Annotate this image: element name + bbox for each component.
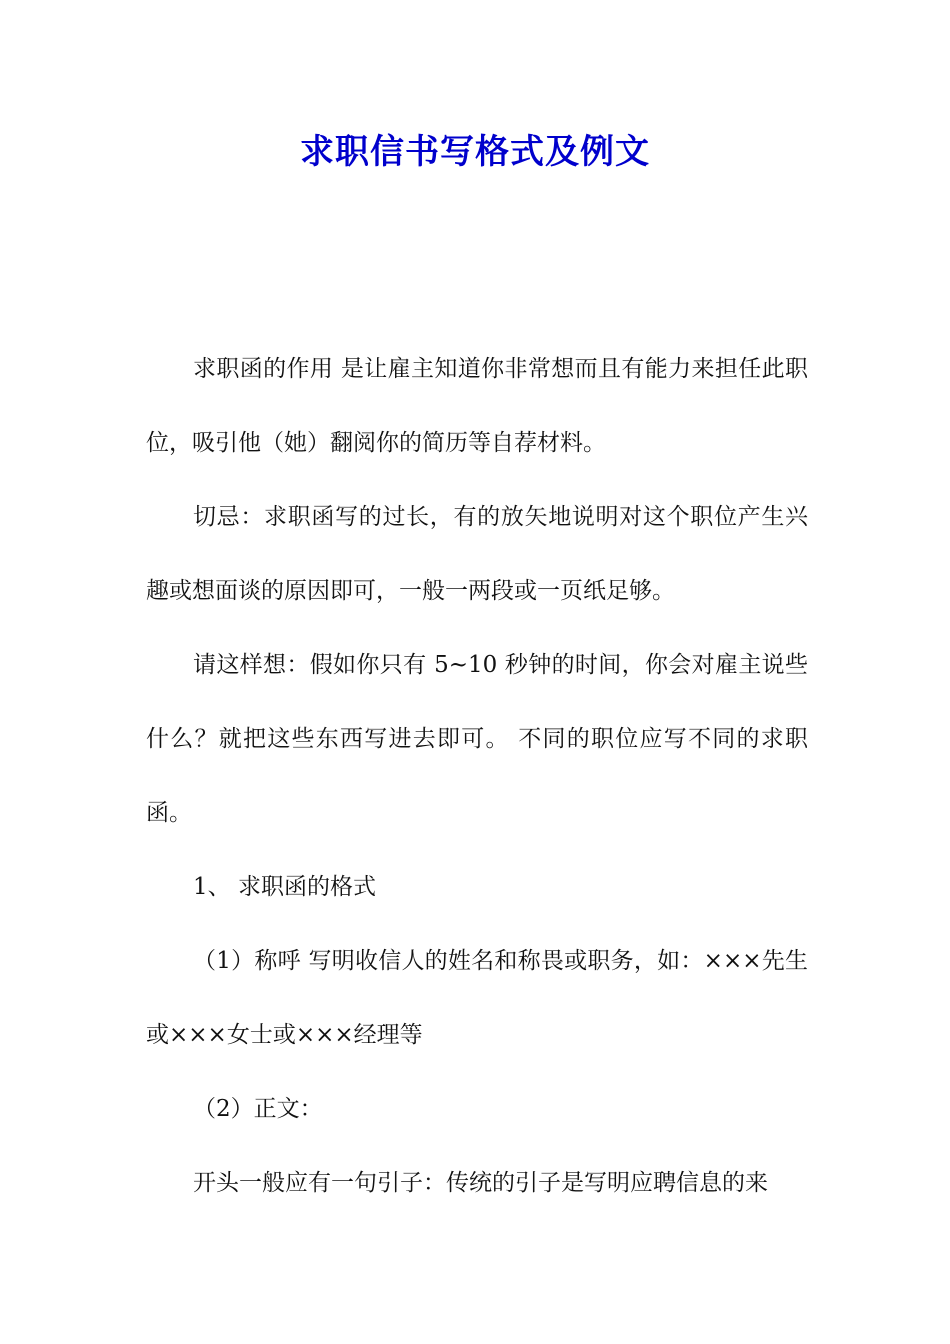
paragraph-caution: 切忌：求职函写的过长，有的放矢地说明对这个职位产生兴趣或想面谈的原因即可，一般一两段或一页纸足够。 [146, 504, 808, 604]
document-body [146, 332, 808, 1220]
document-title: 求职信书写格式及例文 [300, 132, 650, 172]
paragraph-salutation: （1）称呼 写明收信人的姓名和称畏或职务，如：×××先生或×××女士或×××经理等 [146, 948, 808, 1048]
paragraph-opening: 开头一般应有一句引子：传统的引子是写明应聘信息的来 [193, 1170, 768, 1196]
paragraph-purpose: 求职函的作用 是让雇主知道你非常想而且有能力来担任此职位，吸引他（她）翻阅你的简历等自荐材料。 [146, 356, 808, 456]
paragraph-think: 请这样想：假如你只有 5~10 秒钟的时间，你会对雇主说些什么？就把这些东西写进去即可。 不同的职位应写不同的求职函。 [146, 652, 808, 826]
section-heading-format: 1、 求职函的格式 [193, 874, 376, 900]
paragraph-body-heading: （2）正文： [193, 1096, 323, 1122]
